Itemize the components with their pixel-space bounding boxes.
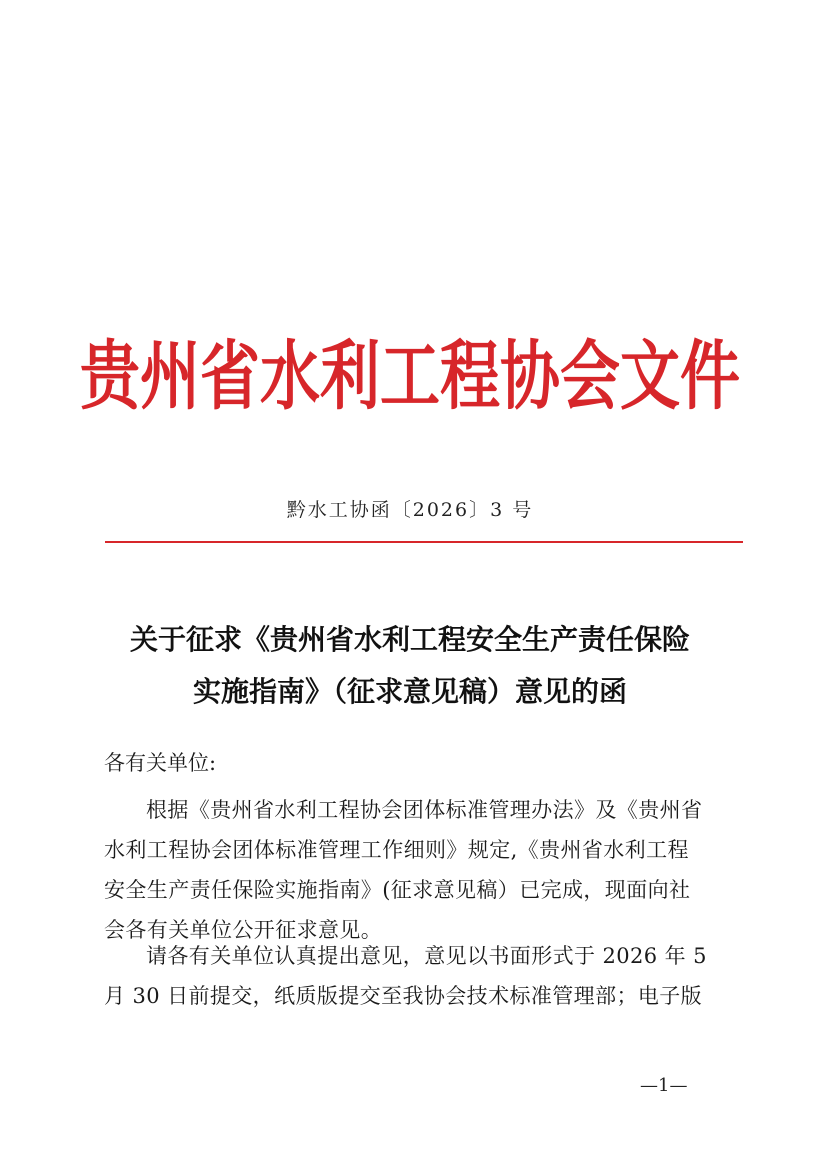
- body-paragraph-1: [104, 790, 720, 950]
- letter-title: [100, 614, 720, 718]
- paragraph-1-line-4: 会各有关单位公开征求意见。: [104, 918, 383, 942]
- body-paragraph-2: [104, 936, 720, 1016]
- issuer-header-title: 贵州省水利工程协会文件: [80, 333, 740, 421]
- letter-title-line-2: 实施指南》（征求意见稿）意见的函: [192, 675, 627, 708]
- paragraph-2-line-1: 请各有关单位认真提出意见，意见以书面形式于 2026 年 5: [146, 944, 707, 968]
- salutation: 各有关单位:: [104, 751, 217, 775]
- document-number: 黔水工协函〔2026〕3 号: [286, 499, 534, 521]
- paragraph-1-line-1: 根据《贵州省水利工程协会团体标准管理办法》及《贵州省: [146, 798, 703, 822]
- paragraph-2-line-2: 月 30 日前提交，纸质版提交至我协会技术标准管理部；电子版: [104, 984, 703, 1008]
- red-separator-line: [105, 541, 743, 543]
- paragraph-1-line-3: 安全生产责任保险实施指南》(征求意见稿）已完成，现面向社: [104, 878, 691, 902]
- letter-title-line-1: 关于征求《贵州省水利工程安全生产责任保险: [129, 623, 690, 656]
- paragraph-1-line-2: 水利工程协会团体标准管理工作细则》规定,《贵州省水利工程: [104, 838, 689, 862]
- page-number: —1—: [640, 1075, 688, 1096]
